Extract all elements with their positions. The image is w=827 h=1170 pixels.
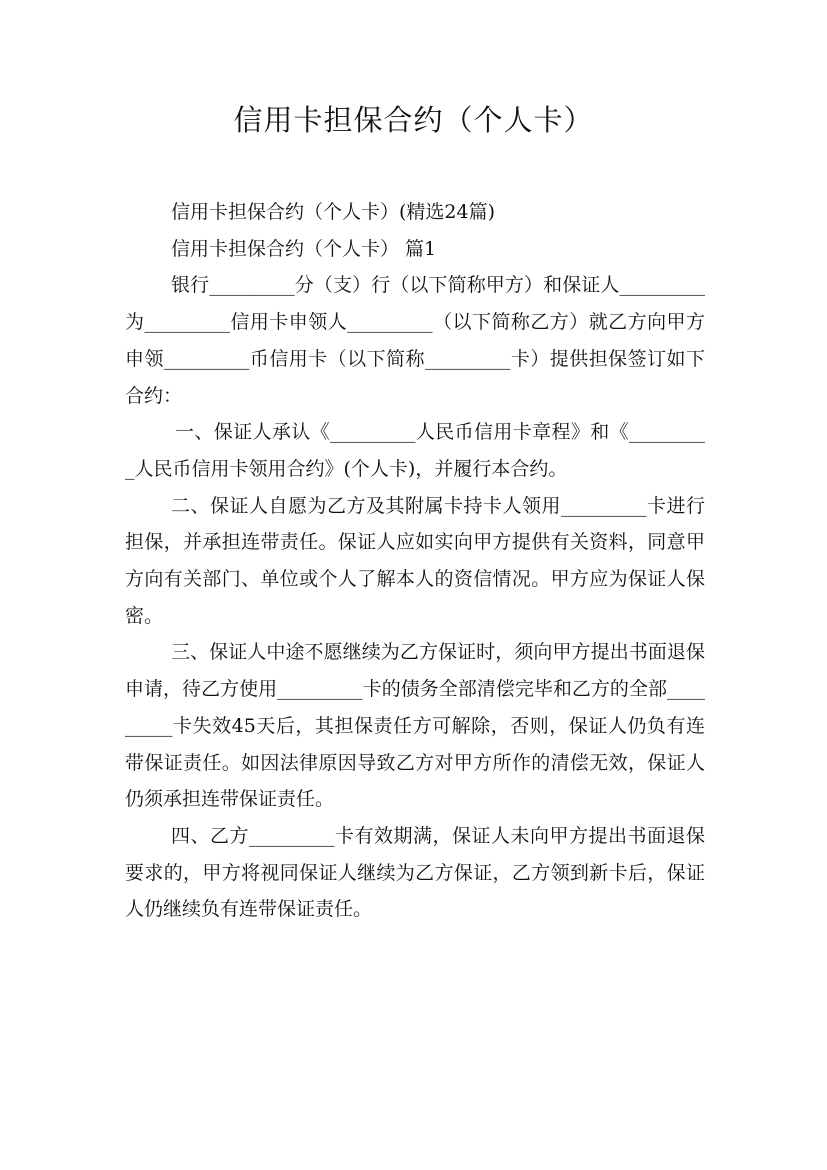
document-subtitle: 信用卡担保合约（个人卡）(精选24篇) <box>171 201 496 223</box>
section-heading: 信用卡担保合约（个人卡） 篇1 <box>171 237 437 260</box>
document-title: 信用卡担保合约（个人卡） <box>233 103 594 137</box>
document-body <box>125 194 705 928</box>
paragraph-clause-3: 三、保证人中途不愿继续为乙方保证时，须向甲方提出书面退保申请，待乙方使用_________卡的债务全部清偿完毕和乙方的全部_________卡失效45天后，其担保责任方可解除，否则，保证人仍负有连带保证责任。如因法律原因导致乙方对甲方所作的清偿无效，保证人仍须承担连带保证责任。 <box>125 641 705 811</box>
paragraph-clause-4: 四、乙方_________卡有效期满，保证人未向甲方提出书面退保要求的，甲方将视同保证人继续为乙方保证，乙方领到新卡后，保证人仍继续负有连带保证责任。 <box>125 824 705 921</box>
paragraph-clause-1: 一、保证人承认《_________人民币信用卡章程》和《_________人民币信用卡领用合约》(个人卡)，并履行本合约。 <box>125 421 705 480</box>
paragraph-intro: 银行_________分（支）行（以下简称甲方）和保证人_________为_________信用卡申领人_________（以下简称乙方）就乙方向甲方申领_________币信用卡（以下简称_________卡）提供担保签订如下合约： <box>125 274 705 407</box>
paragraph-clause-2: 二、保证人自愿为乙方及其附属卡持卡人领用_________卡进行担保，并承担连带责任。保证人应如实向甲方提供有关资料，同意甲方向有关部门、单位或个人了解本人的资信情况。甲方应为保证人保密。 <box>125 494 705 627</box>
